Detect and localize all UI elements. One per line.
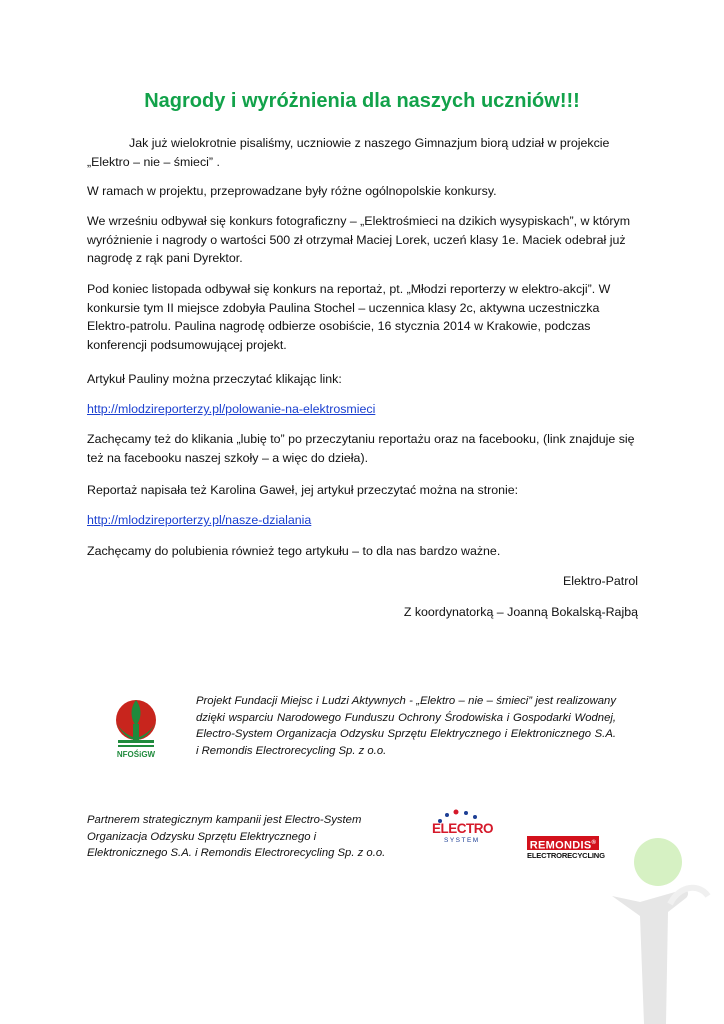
remondis-logo <box>527 836 605 862</box>
page-title: Nagrody i wyróżnienia dla naszych uczniów!!! <box>144 90 580 112</box>
partner-note-line: Partnerem strategicznym kampanii jest Electro-System <box>87 814 362 826</box>
decorative-figure-icon <box>610 824 720 1024</box>
paragraph-article-intro: Artykuł Pauliny można przeczytać klikając link: <box>87 372 342 386</box>
nfosigw-label: NFOŚiGW <box>116 750 156 759</box>
paragraph-contests: W ramach w projektu, przeprowadzane były różne ogólnopolskie konkursy. <box>87 184 497 198</box>
article-link-polowanie[interactable]: http://mlodzireporterzy.pl/polowanie-na-elektrosmieci <box>87 402 376 416</box>
partner-note-line: Organizacja Odzysku Sprzętu Elektrycznego i <box>87 830 317 843</box>
nfosigw-logo <box>110 696 162 766</box>
partner-note-line: Elektronicznego S.A. i Remondis Electrorecycling Sp. z o.o. <box>87 847 386 859</box>
electro-wordmark: ELECTRO <box>432 821 494 836</box>
project-note: Projekt Fundacji Miejsc i Ludzi Aktywnych - „Elektro – nie – śmieci” jest realizowany dzięki wsparciu Narodowego Funduszu Ochrony Środowiska i Gospodarki Wodnej, Electro-System Organizacja Odzysku Sprzętu Elektrycznego i Elektronicznego S.A. i Remondis Electrorecycling Sp. z o.o. <box>196 695 616 757</box>
remondis-sub: ELECTRORECYCLING <box>527 851 605 860</box>
remondis-wordmark: REMONDIS® <box>527 836 599 850</box>
electro-system-sub: SYSTEM <box>444 837 480 844</box>
paragraph-report-contest: Pod koniec listopada odbywał się konkurs na reportaż, pt. „Młodzi reporterzy w elektro-akcji”. W konkursie tym II miejsce zdobyła Paulina Stochel – uczennica klasy 2c, aktywna uczestniczka Elektro-patrolu. Paulina nagrodę odbierze osobiście, 16 stycznia 2014 w Krakowie, podczas konferencji podsumowującej projekt. <box>87 282 611 352</box>
paragraph-second-report: Reportaż napisała też Karolina Gaweł, jej artykuł przeczytać można na stronie: <box>87 483 519 497</box>
paragraph-intro: Jak już wielokrotnie pisaliśmy, uczniowie z naszego Gimnazjum biorą udział w projekcie „Elektro – nie – śmieci” . <box>87 136 610 169</box>
signature-coordinator: Z koordynatorką – Joanną Bokalską-Rajbą <box>403 605 638 619</box>
partner-note <box>87 812 417 862</box>
paragraph-facebook: Zachęcamy też do klikania „lubię to” po przeczytaniu reportażu oraz na facebooku, (link znajduje się też na facebooku naszej szkoły – a więc do dzieła). <box>87 432 635 465</box>
signature-group: Elektro-Patrol <box>562 574 638 588</box>
paragraph-photo-contest: We wrześniu odbywał się konkurs fotograficzny – „Elektrośmieci na dzikich wysypiskach”, w którym wyróżnienie i nagrody o wartości 500 zł otrzymał Maciej Lorek, uczeń klasy 1e. Maciek odebrał już nagrodę z rąk pani Dyrektor. <box>87 214 631 265</box>
electro-system-logo <box>432 808 496 860</box>
article-link-dzialania[interactable]: http://mlodzireporterzy.pl/nasze-dzialania <box>87 513 312 527</box>
paragraph-closing: Zachęcamy do polubienia również tego artykułu – to dla nas bardzo ważne. <box>87 544 501 558</box>
